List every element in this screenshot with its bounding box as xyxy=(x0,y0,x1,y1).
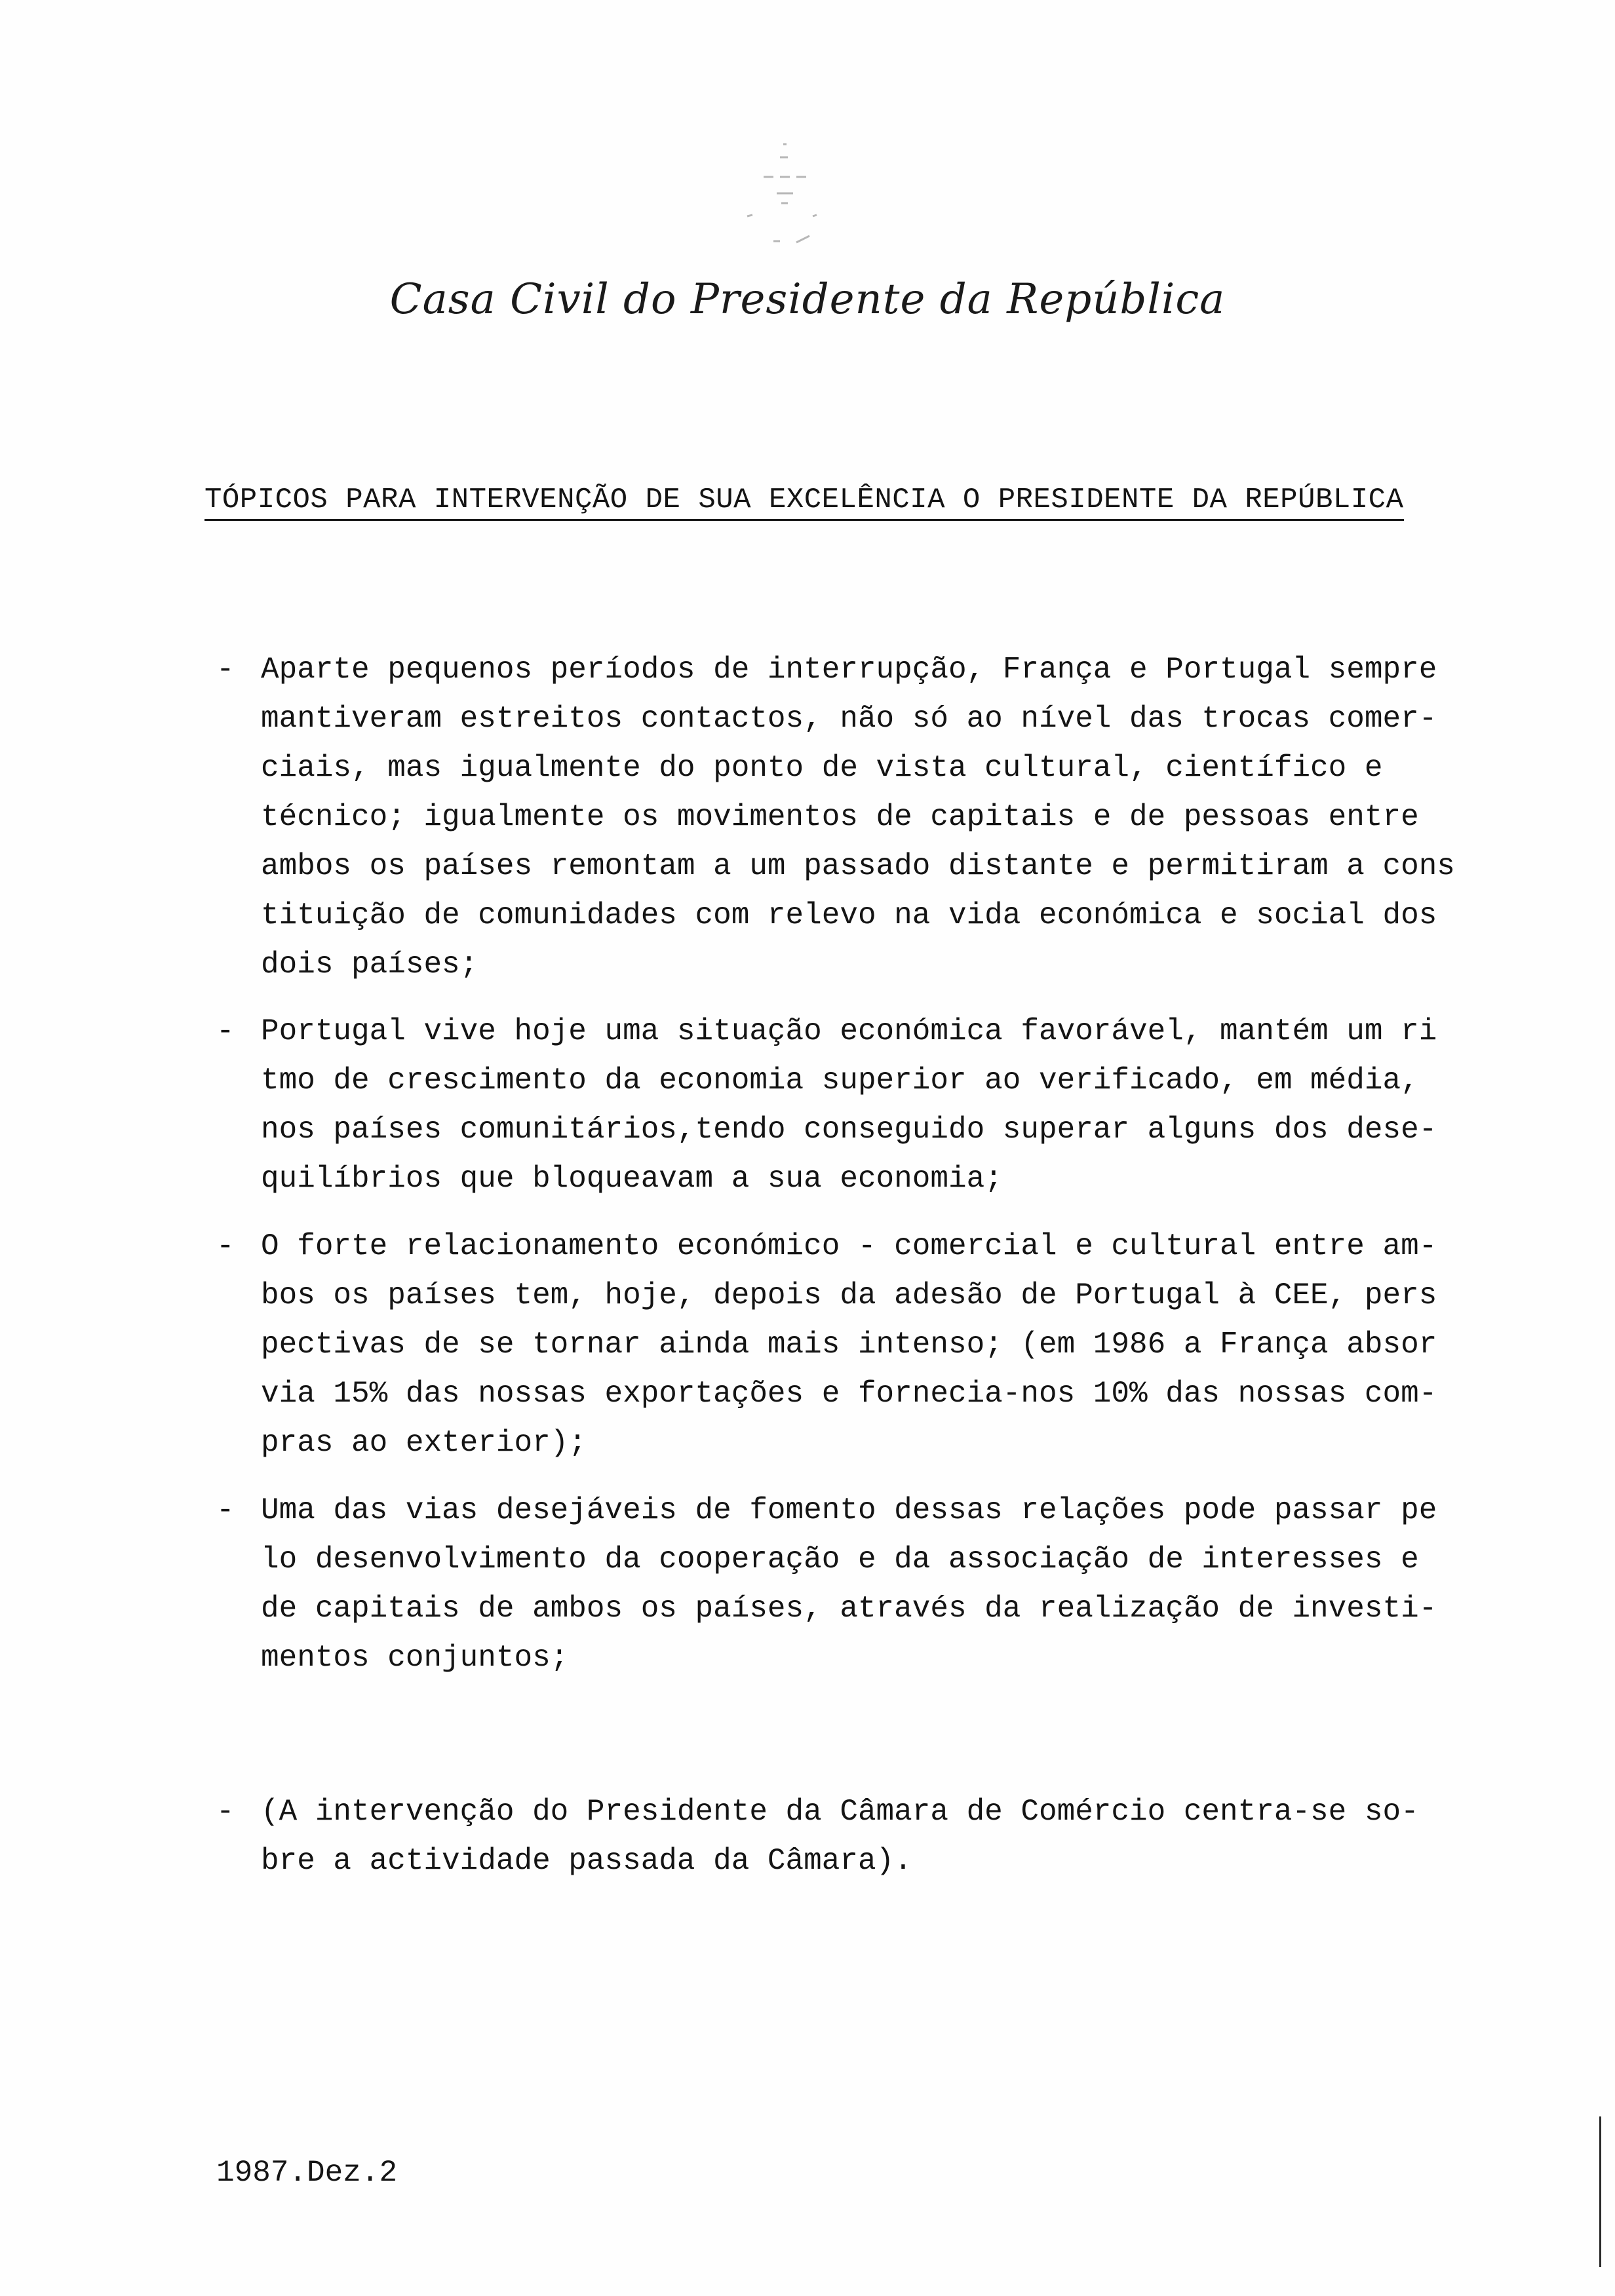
item-line: tituição de comunidades com relevo na vida económica e social dos xyxy=(261,898,1437,932)
item-line: ciais, mas igualmente do ponto de vista cultural, científico e xyxy=(261,751,1383,785)
letterhead: Casa Civil do Presidente da República xyxy=(389,275,1226,324)
item-line: nos países comunitários,tendo conseguido superar alguns dos dese- xyxy=(261,1113,1437,1147)
bullet-dash: - xyxy=(216,1014,235,1048)
item-line: Aparte pequenos períodos de interrupção, França e Portugal sempre xyxy=(261,653,1437,687)
item-line: mantiveram estreitos contactos, não só ao nível das trocas comer- xyxy=(261,702,1437,736)
bullet-dash: - xyxy=(216,1493,235,1527)
item-line: via 15% das nossas exportações e fornecia-nos 10% das nossas com- xyxy=(261,1377,1437,1411)
item-line: mentos conjuntos; xyxy=(261,1641,569,1675)
document-title: TÓPICOS PARA INTERVENÇÃO DE SUA EXCELÊNCIA O PRESIDENTE DA REPÚBLICA xyxy=(204,484,1404,521)
emblem-icon xyxy=(734,131,832,262)
item-line: (A intervenção do Presidente da Câmara de Comércio centra-se so- xyxy=(261,1795,1419,1829)
item-line: quilíbrios que bloqueavam a sua economia; xyxy=(261,1162,1003,1196)
list-item xyxy=(216,1007,1540,1204)
bullet-dash: - xyxy=(216,653,235,687)
item-line: dois países; xyxy=(261,947,478,982)
list-item xyxy=(216,1222,1540,1468)
margin-rule xyxy=(1599,2116,1601,2267)
item-line: pras ao exterior); xyxy=(261,1426,587,1460)
list-item xyxy=(216,645,1540,989)
list-item xyxy=(216,1788,1540,1886)
item-line: lo desenvolvimento da cooperação e da associação de interesses e xyxy=(261,1542,1419,1577)
item-line: tmo de crescimento da economia superior ao verificado, em média, xyxy=(261,1063,1419,1098)
item-line: de capitais de ambos os países, através da realização de investi- xyxy=(261,1592,1437,1626)
item-line: ambos os países remontam a um passado distante e permitiram a cons xyxy=(261,849,1455,883)
item-line: O forte relacionamento económico - comercial e cultural entre am- xyxy=(261,1229,1437,1263)
list-item xyxy=(216,1486,1540,1683)
bullet-dash: - xyxy=(216,1795,235,1829)
item-line: Portugal vive hoje uma situação económica favorável, mantém um ri xyxy=(261,1014,1437,1048)
item-line: pectivas de se tornar ainda mais intenso; (em 1986 a França absor xyxy=(261,1328,1437,1362)
bullet-dash: - xyxy=(216,1229,235,1263)
item-line: bre a actividade passada da Câmara). xyxy=(261,1844,912,1878)
item-line: bos os países tem, hoje, depois da adesão de Portugal à CEE, pers xyxy=(261,1278,1437,1312)
item-line: Uma das vias desejáveis de fomento dessas relações pode passar pe xyxy=(261,1493,1437,1527)
document-date: 1987.Dez.2 xyxy=(216,2156,398,2190)
item-line: técnico; igualmente os movimentos de capitais e de pessoas entre xyxy=(261,800,1419,834)
